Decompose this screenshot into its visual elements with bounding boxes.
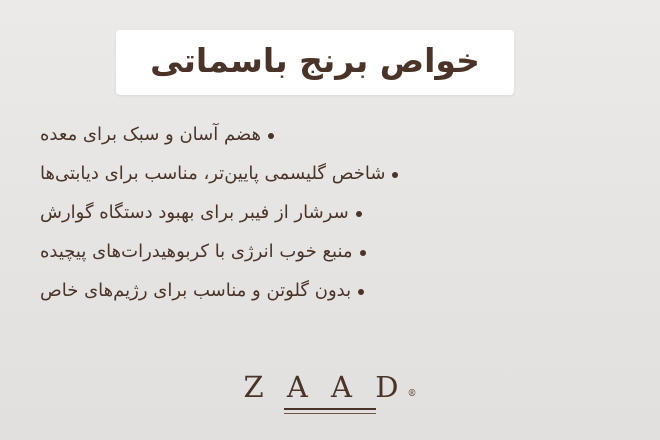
bullet-dot-icon xyxy=(358,289,364,295)
list-item-label: منبع خوب انرژی با کربوهیدرات‌های پیچیده xyxy=(40,241,353,263)
list-item xyxy=(40,238,366,265)
list-item xyxy=(40,277,364,304)
list-item-label: هضم آسان و سبک برای معده xyxy=(40,124,262,146)
page-title: خواص برنج باسماتی xyxy=(150,41,480,80)
title-card xyxy=(116,30,514,95)
title-container xyxy=(0,30,660,95)
bullet-dot-icon xyxy=(356,211,362,217)
logo-mark xyxy=(243,370,417,404)
logo-underline-secondary xyxy=(284,413,376,414)
list-item-label: شاخص گلیسمی پایین‌تر، مناسب برای دیابتی‌ها xyxy=(40,163,386,185)
bullet-dot-icon xyxy=(392,172,398,178)
registered-trademark-icon: ® xyxy=(407,389,417,399)
bullet-dot-icon xyxy=(360,250,366,256)
list-item xyxy=(40,121,274,148)
list-item xyxy=(40,199,362,226)
logo-underline-primary xyxy=(284,408,376,410)
bullet-dot-icon xyxy=(268,133,274,139)
list-item-label: سرشار از فیبر برای بهبود دستگاه گوارش xyxy=(40,202,349,224)
benefits-list xyxy=(0,121,660,316)
list-item-label: بدون گلوتن و مناسب برای رژیم‌های خاص xyxy=(40,280,352,302)
brand-logo xyxy=(0,370,660,414)
list-item xyxy=(40,160,398,187)
logo-wordmark: Z A A D xyxy=(243,370,406,404)
